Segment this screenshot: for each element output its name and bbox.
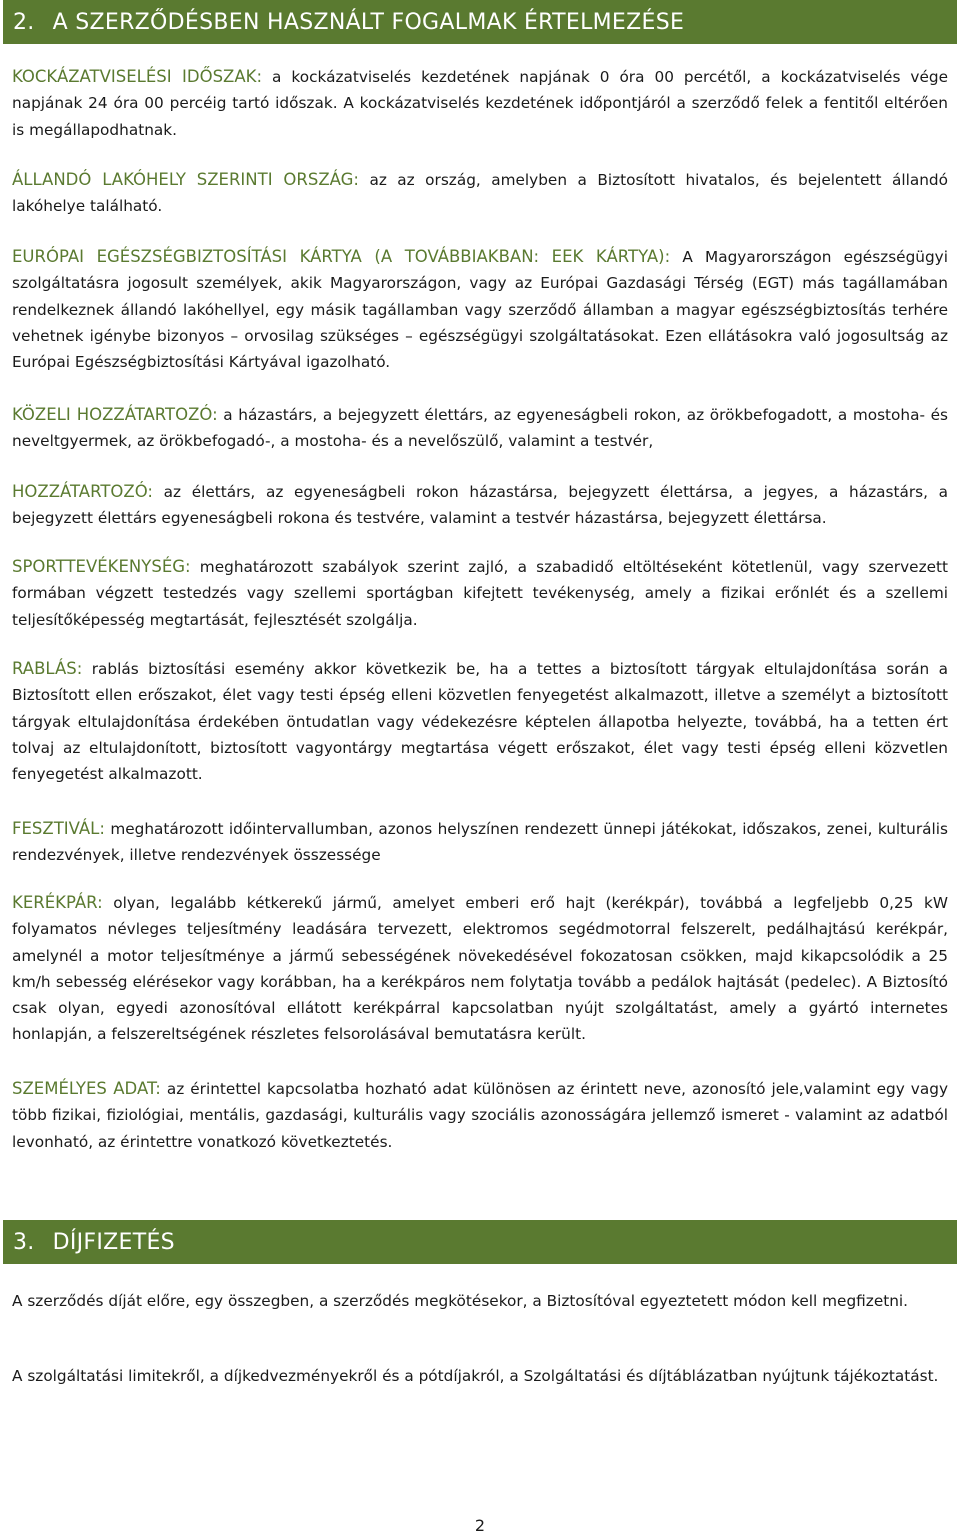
definition-term: ÁLLANDÓ LAKÓHELY SZERINTI ORSZÁG: [12, 170, 359, 189]
body-paragraph: A szerződés díját előre, egy összegben, a szerződés megkötésekor, a Biztosítóval egyeztetett módon kell megfizetni. [12, 1292, 909, 1310]
page-number: 2 [474, 1516, 486, 1535]
definition-paragraph [12, 816, 948, 869]
definition-paragraph [12, 64, 948, 143]
definition-text: A Magyarországon egészségügyi szolgáltatásra jogosult személyek, akik Magyarországon, vagy az Európai Gazdasági Térség (EGT) más tagállamában rendelkeznek állandó lakóhellyel, egy másik tagállamban vagy szerződő államban a magyar egészségbiztosítás terhére vehetnek igénybe bizonyos – orvosilag szükséges – egészségügyi szolgáltatásokat. Ezen ellátásokra való jogosultság az Európai Egészségbiztosítási Kártyával igazolható. [12, 248, 948, 372]
definition-term: EURÓPAI EGÉSZSÉGBIZTOSÍTÁSI KÁRTYA (A TOVÁBBIAKBAN: EEK KÁRTYA): [12, 247, 671, 266]
definition-text: meghatározott szabályok szerint zajló, a szabadidő eltöltéseként kötetlenül, vagy szervezett formában végzett testedzés vagy szellemi sportágban kifejtett tevékenység, amely a fizikai erőnlét és a szellemi teljesítőképesség megtartását, fejlesztését szolgálja. [12, 558, 948, 629]
definition-paragraph [12, 554, 948, 633]
section-3-heading [3, 1220, 957, 1264]
definition-paragraph [12, 890, 948, 1048]
section-2-heading [3, 0, 957, 44]
definition-text: az élettárs, az egyeneságbeli rokon házastársa, bejegyzett élettársa, a jegyes, a házastárs, a bejegyzett élettárs egyeneságbeli rokona és testvére, valamint a testvér házastársa, bejegyzett élettársa. [12, 483, 948, 528]
definition-text: a házastárs, a bejegyzett élettárs, az egyeneságbeli rokon, az örökbefogadott, a mostoha- és neveltgyermek, az örökbefogadó-, a mostoha- és a nevelőszülő, valamint a testvér, [12, 406, 948, 451]
definition-term: SZEMÉLYES ADAT: [12, 1079, 161, 1098]
definition-text: a kockázatviselés kezdetének napjának 0 óra 00 percétől, a kockázatviselés vége napjának 24 óra 00 percéig tartó időszak. A kockázatviselés kezdetének időpontjáról a szerződő felek a fentitől eltérően is megállapodhatnak. [12, 68, 948, 139]
definition-term: HOZZÁTARTOZÓ: [12, 482, 153, 501]
definition-paragraph [12, 479, 948, 532]
section-title: A SZERZŐDÉSBEN HASZNÁLT FOGALMAK ÉRTELMEZÉSE [52, 9, 685, 35]
definition-text: az érintettel kapcsolatba hozható adat különösen az érintett neve, azonosító jele,valamint egy vagy több fizikai, fiziológiai, mentális, gazdasági, kulturális vagy szociális azonosságára jellemző ismeret - valamint az adatból levonható, az érintettre vonatkozó következtetés. [12, 1080, 948, 1151]
definition-term: RABLÁS: [12, 659, 83, 678]
definition-term: KERÉKPÁR: [12, 893, 103, 912]
definition-paragraph [12, 656, 948, 787]
definition-text: meghatározott időintervallumban, azonos helyszínen rendezett ünnepi játékokat, időszakos, zenei, kulturális rendezvények, illetve rendezvények összessége [12, 820, 948, 865]
body-paragraph: A szolgáltatási limitekről, a díjkedvezményekről és a pótdíjakról, a Szolgáltatási és díjtáblázatban nyújtunk tájékoztatást. [12, 1367, 939, 1385]
definition-paragraph [12, 402, 948, 455]
definition-paragraph [12, 244, 948, 375]
definition-term: KOCKÁZATVISELÉSI IDŐSZAK: [12, 67, 263, 86]
definition-text: olyan, legalább kétkerekű jármű, amelyet emberi erő hajt (kerékpár), továbbá a legfeljebb 0,25 kW folyamatos névleges teljesítmény leadására tervezett, elektromos segédmotorral felszerelt, pedálhajtású kerékpár, amelynél a motor teljesítménye a jármű sebességének növekedésével fokozatosan csökken, majd kikapcsolódik a 25 km/h sebesség elérésekor vagy korábban, ha a kerékpáros nem folytatja tovább a pedálok hajtását (pedelec). A Biztosító csak olyan, egyedi azonosítóval ellátott kerékpárral kapcsolatban nyújt szolgáltatást, amely a gyártó internetes honlapján, a felszereltségének részletes felsorolásával bemutatásra került. [12, 894, 948, 1044]
section-title: DÍJFIZETÉS [52, 1229, 175, 1255]
section-number: 3. [13, 1229, 35, 1255]
definition-paragraph [12, 1076, 948, 1155]
definition-term: FESZTIVÁL: [12, 819, 105, 838]
definition-text: az az ország, amelyben a Biztosított hivatalos, és bejelentett állandó lakóhelye található. [12, 171, 948, 216]
definition-term: KÖZELI HOZZÁTARTOZÓ: [12, 405, 218, 424]
section-number: 2. [13, 9, 35, 35]
definition-paragraph [12, 167, 948, 220]
definition-term: SPORTTEVÉKENYSÉG: [12, 557, 191, 576]
definition-text: rablás biztosítási esemény akkor következik be, ha a tettes a biztosított tárgyak eltulajdonítása során a Biztosított ellen erőszakot, élet vagy testi épség elleni közvetlen fenyegetést alkalmazott, illetve a személyt a biztosított tárgyak eltulajdonítása érdekében öntudatlan vagy védekezésre képtelen állapotba helyezte, továbbá, ha a tetten ért tolvaj az eltulajdonított, biztosított vagyontárgy megtartása végett erőszakot, élet vagy testi épség elleni közvetlen fenyegetést alkalmazott. [12, 660, 948, 784]
